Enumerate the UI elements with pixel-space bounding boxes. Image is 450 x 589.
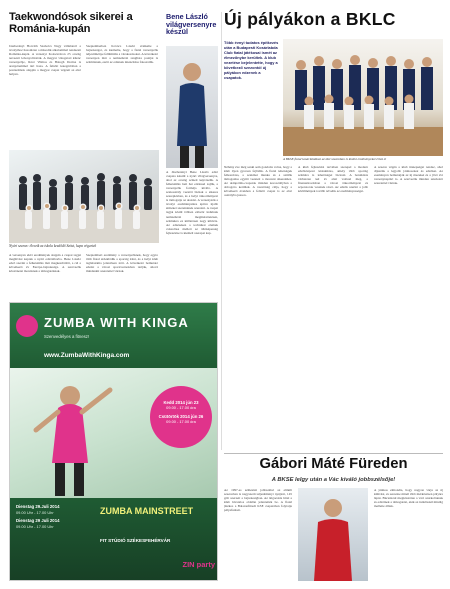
gabori-top-rule: [224, 453, 443, 454]
bene-athlete-figure: [166, 46, 218, 168]
zumba-badge-date: Kedd 2014 jún 23: [163, 400, 199, 405]
bklc-col1: Néhány éve még senki sem gondolta volna, hogy a klub ilyen gyorsan fejlődik. A fiatal tehetségek felkarolása, a szakmai munka és a szülők támogatása együtt vezetett a mostani sikerekhez. Az utánpótlás-csapatok minden korosztályban a dobogóra kerültek. A vezetőség célja, hogy a következő években a felnőtt csapat is az első osztályba jusson.: [224, 165, 292, 198]
bene-text: A Jászberényi Bene László edző csapata készül a nyári világversenyre, ahol az ország színeit képviselik. A felkészülés heti hat edzéssel zajlik, a versenyzők formája kiváló. A szakosztály vezetői bíznak a sikeres szereplésben, és a helyi önkormányzat is támogatja az utazást. A versenyzők a tavalyi eredményeikre építve újabb érmeket szeretnének szerezni. A csapat tagjai közül többen először indulnak nemzetközi megmérettetésen, számukra ez különösen nagy kihívás. Az edzéseken a technikai elemek csiszolása mellett az állóképesség fejlesztése is kiemelt szerepet kap.: [166, 170, 218, 235]
bklc-headline: Új pályákon a BKLC: [224, 9, 396, 29]
zumba-badge-date2: Csütörtök 2014 jún 26: [158, 414, 204, 419]
bklc-col3: A szezon végén a klub ünnepséget rendez, ahol díjazzák a legjobb játékosokat és edzőket. Az eseményen bemutatják az új mezeket és a jövő évi versenynaptárt is. A szervezők minden szurkolót szeretettel várnak.: [374, 165, 443, 186]
zumba-badge: [150, 386, 212, 448]
taekwondo-photo: [9, 150, 159, 243]
taekwondo-caption: Nyári szezon: élvezik az iskola kezdődő Szöut, kupa végeztek: [9, 244, 97, 248]
zumba-ad-header: [10, 303, 218, 368]
zumba-dates2-time: 09.00 Uhr - 17.00 Uhr: [16, 524, 54, 529]
gabori-photo: [298, 488, 368, 581]
bklc-photo: [283, 39, 443, 156]
zumba-dates-time: 09.00 Uhr - 17.00 Uhr: [16, 510, 54, 515]
gabori-player-figure: [298, 488, 368, 581]
bene-photo: [166, 46, 218, 168]
bklc-team-figures: [283, 39, 443, 156]
zumba-sponsor: ZIN party: [182, 560, 215, 569]
zumba-ad[interactable]: [9, 302, 218, 581]
zumba-venue: FIT STÚDIÓ SZÉKESFEHÉRVÁR: [100, 538, 171, 543]
zumba-logo: [16, 315, 38, 337]
zumba-dates2: Dienstag 29 Juli 2014: [16, 518, 60, 523]
bene-headline: Bene László világversenyre készül: [166, 12, 217, 37]
gabori-col3: A játékos elmondta, hogy nagyon várja az új kihívást, és szeretne minél több mérkőzésen pályára lépni. Búcsúzóul megköszönte a váci szurkolóknak és edzőinek a támogatást, akik az indulásnál mindig mellette álltak.: [374, 488, 443, 509]
zumba-badge-time2: 09.00 - 17.00 óra: [166, 419, 196, 424]
taekwondo-group-figures: [9, 150, 159, 243]
zumba-subtitle: ZUMBA MAINSTREET: [100, 506, 194, 516]
zumba-dates: Dienstag 29.Juli 2014: [16, 504, 60, 509]
zumba-ad-photo: [10, 368, 218, 498]
gabori-col1: Az 1997-es születésű jobbszélső az elmúlt szezonban is nagyszerű teljesítményt nyújtott, 145 gólt szerzett a bajnokságban. Az átigazolás hírét a klub hivatalos oldalán jelentették be. A fiatal játékos a Balatonfüredi KSE csapatában folytatja pályafutását.: [224, 488, 292, 513]
taekwondo-col-bottom2: Szeptemberi eredmény a versenyzőknek, hogy egyre több fiatal érdeklődik a sportág iránt, és a helyi klub taglétszáma jelentősen nőtt. A következő bemutató edzést a városi sportcsarnokban tartják, ahová mindenkit szeretettel várnak.: [86, 253, 158, 274]
bklc-lead: Több évnyi tudatos építkezés után a Budapesti Kosárlabda Club fiatal játékosai ismét az élmezőnybe kerültek. A klub vezetése bejelentette, hogy a következő szezontól új pályákon edzenek a csapatok.: [224, 40, 279, 80]
taekwondo-col-bottom1: A versenyen elért eredmények alapján a csapat tagjai meghívást kaptak a nyári edzőtáborba. Bene László edző szerint a felkészülés már megkezdődött, a cél a következő év Európa-bajnoksága. A szervezők köszönetet mondanak a támogatóknak.: [9, 253, 81, 274]
taekwondo-headline: Taekwondósok sikerei a Románia-kupán: [9, 11, 133, 35]
zumba-ad-tagline: Szenvedélyes a fitnesz!: [44, 334, 90, 339]
zumba-ad-title: ZUMBA WITH KINGA: [44, 315, 189, 330]
bklc-col2: A klub fejlesztési tervében szerepel a modern edzőközpont kialakítása, amely több sportág számára is lehetőséget biztosít. A beruházás várhatóan két év alatt valósul meg, a finanszírozásban a városi önkormányzat és szponzorok vesznek részt. Az edzők szerint a jobb körülmények tovább növelik az eredményességet.: [298, 165, 368, 194]
zumba-ad-url[interactable]: www.ZumbaWithKinga.com: [44, 352, 130, 359]
zumba-ad-lower: [10, 498, 218, 581]
column-divider: [221, 12, 222, 450]
bklc-caption: A BKSE fiatal kosárlabdásai az idei szezonban is kiváló eredményeket értek el: [283, 157, 387, 161]
gabori-subhead: A BKSE lelgy után a Vác kiváló jobbszélsője!: [271, 477, 396, 483]
zumba-badge-time: 09.00 - 17.00 óra: [166, 405, 196, 410]
taekwondo-col1: Jászberényi Horváth Szabolcs Nagy vállalatról a tavalyihoz hasonlóan a második alkalommal rendezett Románia-kupát. A versenyt Kolozsváron 25 ország nevezett lebonyolították. A magyar válogatott kilenc versenyzője, Rácz Vilmos és Balogh Dorina is aranyéremmel tért haza. A felnőtt kategóriában a pontszámok alapján a magyar csapat végzett az első helyen.: [9, 44, 81, 77]
taekwondo-col2: Szeptemberben Kovács László értékelte a bajnokságot, és kiemelte, hogy a fiatal versenyzők teljesítménye felülmúlta a várakozásokat. A következő versenyen már a nemzetközi ranglista pontjai is számítanak, ezért az edzések intenzitása fokozódik.: [86, 44, 158, 65]
gabori-headline: Gábori Máté Füreden: [259, 456, 408, 472]
